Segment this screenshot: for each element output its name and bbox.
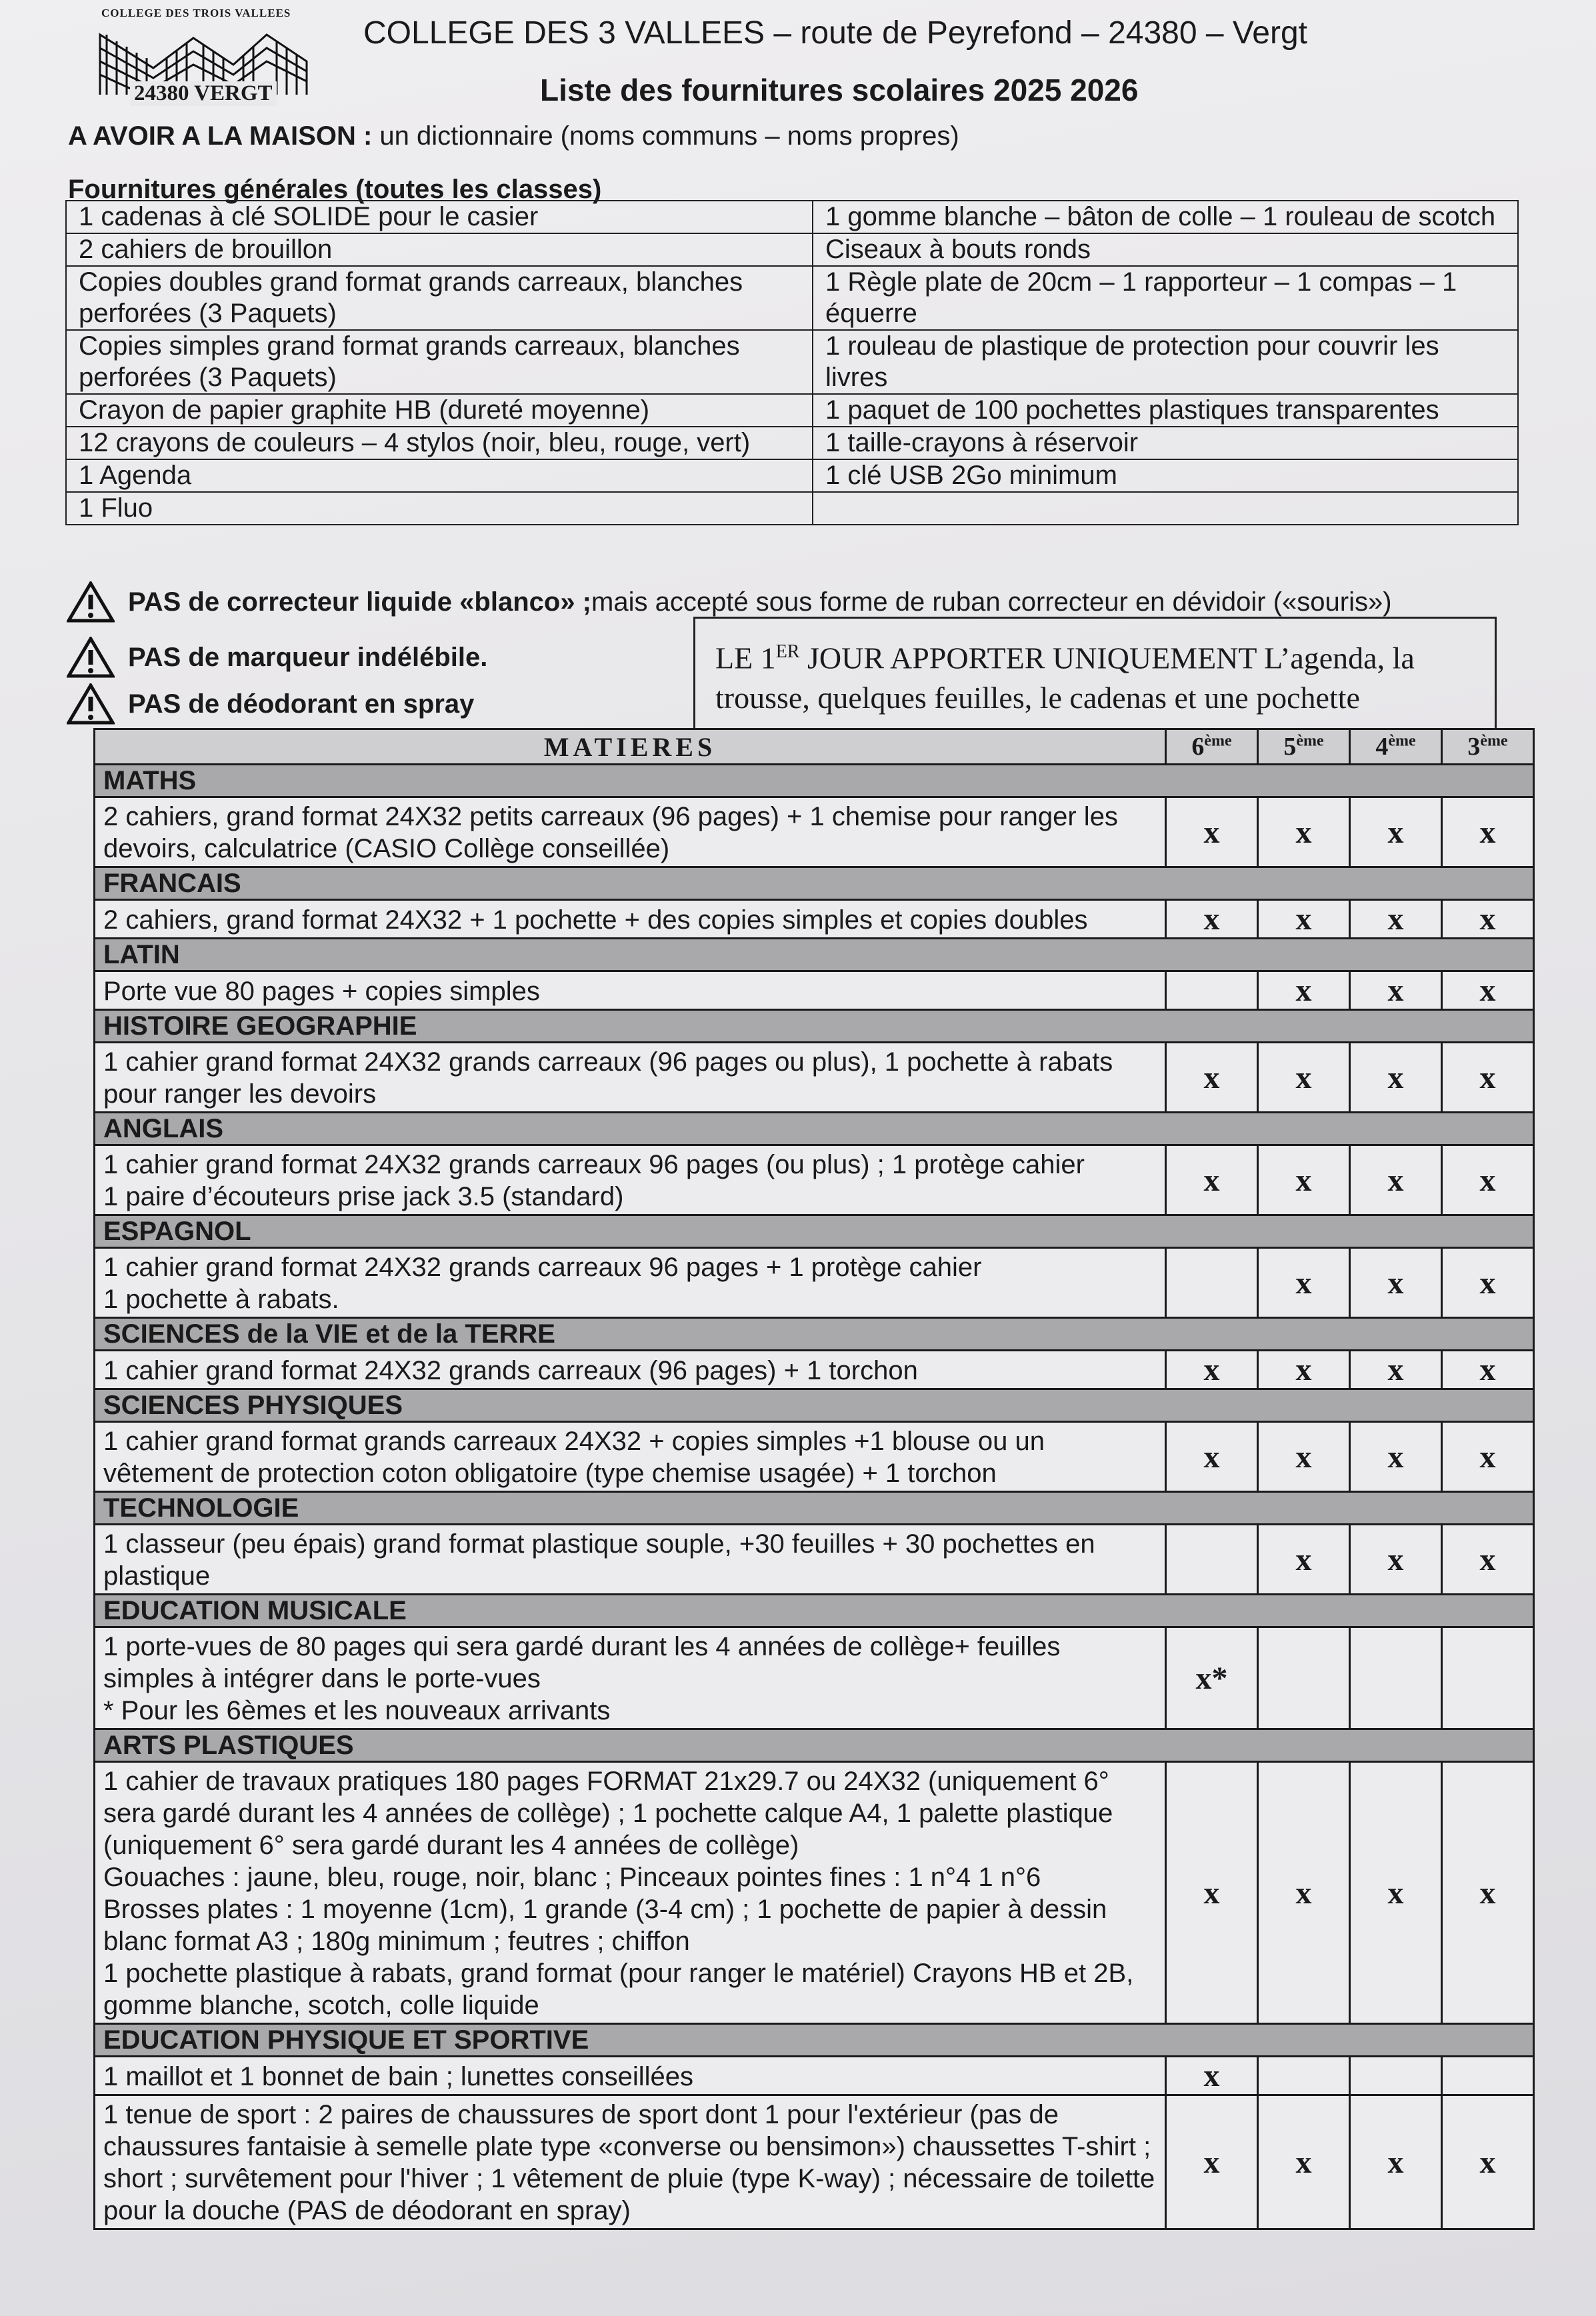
general-supply-right: 1 clé USB 2Go minimum: [813, 459, 1518, 492]
general-supply-left: Copies simples grand format grands carreaux, blanches perforées (3 Paquets): [66, 330, 813, 394]
subject-name: MATHS: [95, 765, 1534, 797]
subject-items-text: 2 cahiers, grand format 24X32 petits carreaux (96 pages) + 1 chemise pour ranger les devoirs, calculatrice (CASIO Collège conseillée): [95, 797, 1166, 867]
logo-bottom-text: 24380 VERGT: [130, 81, 277, 106]
subject-heading-row: [95, 765, 1534, 797]
subject-items-text: Porte vue 80 pages + copies simples: [95, 971, 1166, 1010]
grade-mark-cell: x: [1350, 1145, 1442, 1215]
subject-items-row: [95, 1627, 1534, 1729]
subject-items-row: [95, 971, 1534, 1010]
grade-mark-cell: x: [1258, 1351, 1350, 1389]
subjects-header-row: [95, 729, 1534, 765]
general-supplies-caption: Fournitures générales (toutes les classes): [68, 175, 602, 204]
subject-name: TECHNOLOGIE: [95, 1492, 1534, 1525]
general-supply-left: 1 cadenas à clé SOLIDE pour le casier: [66, 201, 813, 233]
subject-items-text: 1 cahier grand format grands carreaux 24X32 + copies simples +1 blouse ou un vêtement de protection coton obligatoire (type chemise usagée) + 1 torchon: [95, 1422, 1166, 1492]
grade-mark-cell: x: [1166, 2057, 1258, 2095]
school-logo: [93, 7, 320, 107]
general-supply-right: 1 taille-crayons à réservoir: [813, 427, 1518, 459]
subject-name: EDUCATION PHYSIQUE ET SPORTIVE: [95, 2024, 1534, 2057]
subject-items-text: 1 cahier grand format 24X32 grands carreaux 96 pages + 1 protège cahier 1 pochette à rabats.: [95, 1248, 1166, 1318]
subject-name: LATIN: [95, 939, 1534, 971]
grade-mark-cell: x: [1442, 2095, 1534, 2229]
subject-items-text: 1 cahier grand format 24X32 grands carreaux (96 pages ou plus), 1 pochette à rabats pour ranger les devoirs: [95, 1043, 1166, 1113]
subject-items-text: 1 cahier grand format 24X32 grands carreaux (96 pages) + 1 torchon: [95, 1351, 1166, 1389]
warning-corrector-text: mais accepté sous forme de ruban correcteur en dévidoir («souris»): [591, 587, 1392, 617]
grade-mark-cell: x: [1442, 1525, 1534, 1595]
warning-marker: [67, 637, 487, 678]
warning-corrector-bold: PAS de correcteur liquide «blanco» ;: [128, 587, 591, 617]
subject-items-row: [95, 1248, 1534, 1318]
warning-triangle-icon: [67, 581, 115, 623]
subject-heading-row: [95, 1595, 1534, 1627]
general-supply-right: [813, 492, 1518, 525]
grade-mark-cell: [1442, 2057, 1534, 2095]
subject-items-text: 1 cahier grand format 24X32 grands carreaux 96 pages (ou plus) ; 1 protège cahier 1 paire d’écouteurs prise jack 3.5 (standard): [95, 1145, 1166, 1215]
grade-mark-cell: [1166, 1525, 1258, 1595]
subject-name: HISTOIRE GEOGRAPHIE: [95, 1010, 1534, 1043]
school-address-line: COLLEGE DES 3 VALLEES – route de Peyrefond – 24380 – Vergt: [363, 15, 1307, 51]
grade-mark-cell: x: [1258, 2095, 1350, 2229]
warning-triangle-icon: [67, 683, 115, 725]
subject-items-row: [95, 900, 1534, 939]
home-text: un dictionnaire (noms communs – noms propres): [372, 121, 959, 151]
first-day-text: JOUR APPORTER UNIQUEMENT L’agenda, la trousse, quelques feuilles, le cadenas et une pochette: [715, 641, 1415, 715]
grade-mark-cell: x*: [1166, 1627, 1258, 1729]
general-supply-left: Crayon de papier graphite HB (dureté moyenne): [66, 394, 813, 427]
warning-deodorant: [67, 683, 474, 725]
subject-items-row: [95, 1351, 1534, 1389]
general-supplies-row: [66, 233, 1518, 266]
subject-items-row: [95, 1762, 1534, 2024]
subject-heading-row: [95, 1492, 1534, 1525]
subject-heading-row: [95, 1318, 1534, 1351]
general-supply-left: 1 Agenda: [66, 459, 813, 492]
home-requirement: [68, 121, 959, 151]
grade-mark-cell: x: [1442, 1043, 1534, 1113]
subject-items-text: 1 porte-vues de 80 pages qui sera gardé durant les 4 années de collège+ feuilles simples à intégrer dans le porte-vues * Pour les 6èmes et les nouveaux arrivants: [95, 1627, 1166, 1729]
general-supply-right: Ciseaux à bouts ronds: [813, 233, 1518, 266]
grade-mark-cell: x: [1166, 1043, 1258, 1113]
general-supplies-row: [66, 266, 1518, 330]
grade-mark-cell: [1166, 971, 1258, 1010]
grade-mark-cell: x: [1258, 1043, 1350, 1113]
grade-mark-cell: x: [1350, 1351, 1442, 1389]
subject-name: ARTS PLASTIQUES: [95, 1729, 1534, 1762]
general-supply-right: 1 Règle plate de 20cm – 1 rapporteur – 1 compas – 1 équerre: [813, 266, 1518, 330]
warning-triangle-icon: [67, 637, 115, 678]
home-label: A AVOIR A LA MAISON :: [68, 121, 373, 151]
general-supply-left: 12 crayons de couleurs – 4 stylos (noir, bleu, rouge, vert): [66, 427, 813, 459]
grade-mark-cell: x: [1166, 1351, 1258, 1389]
general-supply-right: 1 paquet de 100 pochettes plastiques transparentes: [813, 394, 1518, 427]
general-supply-right: 1 rouleau de plastique de protection pour couvrir les livres: [813, 330, 1518, 394]
subject-items-row: [95, 1145, 1534, 1215]
subject-heading-row: [95, 939, 1534, 971]
grade-mark-cell: x: [1350, 900, 1442, 939]
grade-mark-cell: x: [1166, 1145, 1258, 1215]
grade-6-header: 6ème: [1166, 729, 1258, 765]
grade-mark-cell: [1258, 2057, 1350, 2095]
general-supplies-row: [66, 427, 1518, 459]
grade-mark-cell: x: [1258, 797, 1350, 867]
grade-mark-cell: x: [1350, 797, 1442, 867]
general-supply-left: Copies doubles grand format grands carreaux, blanches perforées (3 Paquets): [66, 266, 813, 330]
grade-mark-cell: x: [1166, 900, 1258, 939]
subject-items-row: [95, 797, 1534, 867]
grade-mark-cell: x: [1166, 2095, 1258, 2229]
grade-mark-cell: x: [1258, 1248, 1350, 1318]
subject-name: EDUCATION MUSICALE: [95, 1595, 1534, 1627]
grade-mark-cell: x: [1166, 797, 1258, 867]
subject-name: ESPAGNOL: [95, 1215, 1534, 1248]
grade-mark-cell: x: [1442, 797, 1534, 867]
subject-name: SCIENCES de la VIE et de la TERRE: [95, 1318, 1534, 1351]
general-supplies-row: [66, 492, 1518, 525]
subject-heading-row: [95, 2024, 1534, 2057]
grade-mark-cell: x: [1442, 1145, 1534, 1215]
general-supplies-row: [66, 330, 1518, 394]
grade-mark-cell: x: [1350, 1422, 1442, 1492]
logo-top-text: COLLEGE DES TROIS VALLEES: [101, 7, 291, 19]
subject-heading-row: [95, 1389, 1534, 1422]
subject-items-row: [95, 1422, 1534, 1492]
grade-mark-cell: x: [1442, 900, 1534, 939]
grade-4-header: 4ème: [1350, 729, 1442, 765]
subject-items-row: [95, 2095, 1534, 2229]
grade-mark-cell: [1258, 1627, 1350, 1729]
grade-mark-cell: x: [1442, 1351, 1534, 1389]
general-supplies-row: [66, 459, 1518, 492]
general-supply-right: 1 gomme blanche – bâton de colle – 1 rouleau de scotch: [813, 201, 1518, 233]
grade-mark-cell: x: [1258, 900, 1350, 939]
grade-mark-cell: x: [1350, 1248, 1442, 1318]
subject-items-text: 1 maillot et 1 bonnet de bain ; lunettes conseillées: [95, 2057, 1166, 2095]
subject-items-text: 2 cahiers, grand format 24X32 + 1 pochette + des copies simples et copies doubles: [95, 900, 1166, 939]
grade-mark-cell: [1166, 1248, 1258, 1318]
grade-mark-cell: x: [1350, 2095, 1442, 2229]
grade-mark-cell: x: [1350, 1525, 1442, 1595]
warning-deodorant-text: PAS de déodorant en spray: [128, 689, 475, 719]
grade-mark-cell: x: [1258, 1422, 1350, 1492]
grade-mark-cell: x: [1166, 1422, 1258, 1492]
grade-mark-cell: x: [1442, 971, 1534, 1010]
subject-name: FRANCAIS: [95, 867, 1534, 900]
subject-items-row: [95, 1525, 1534, 1595]
subject-heading-row: [95, 1729, 1534, 1762]
subject-heading-row: [95, 1113, 1534, 1145]
grade-mark-cell: x: [1442, 1248, 1534, 1318]
grade-mark-cell: x: [1166, 1762, 1258, 2024]
grade-5-header: 5ème: [1258, 729, 1350, 765]
warning-marker-text: PAS de marqueur indélébile.: [128, 642, 488, 672]
general-supply-left: 1 Fluo: [66, 492, 813, 525]
grade-mark-cell: [1442, 1627, 1534, 1729]
subject-items-text: 1 classeur (peu épais) grand format plastique souple, +30 feuilles + 30 pochettes en plastique: [95, 1525, 1166, 1595]
subject-name: SCIENCES PHYSIQUES: [95, 1389, 1534, 1422]
first-day-er: ER: [775, 641, 800, 662]
matieres-header: MATIERES: [95, 729, 1166, 765]
general-supplies-row: [66, 201, 1518, 233]
general-supply-left: 2 cahiers de brouillon: [66, 233, 813, 266]
grade-mark-cell: x: [1350, 971, 1442, 1010]
subject-name: ANGLAIS: [95, 1113, 1534, 1145]
grade-mark-cell: x: [1258, 971, 1350, 1010]
subject-items-row: [95, 2057, 1534, 2095]
general-supplies-row: [66, 394, 1518, 427]
subject-heading-row: [95, 867, 1534, 900]
subject-heading-row: [95, 1010, 1534, 1043]
grade-mark-cell: [1350, 2057, 1442, 2095]
subjects-table: [93, 728, 1535, 2230]
general-supplies-table: [65, 200, 1519, 525]
subject-items-text: 1 cahier de travaux pratiques 180 pages FORMAT 21x29.7 ou 24X32 (uniquement 6° sera gardé durant les 4 années de collège) ; 1 pochette calque A4, 1 palette plastique (uniquement 6° sera gardé durant les 4 années de collège) Gouaches : jaune, bleu, rouge, noir, blanc ; Pinceaux pointes fines : 1 n°4 1 n°6 Brosses plates : 1 moyenne (1cm), 1 grande (3-4 cm) ; 1 pochette de papier à dessin blanc format A3 ; 180g minimum ; feutres ; chiffon 1 pochette plastique à rabats, grand format (pour ranger le matériel) Crayons HB et 2B, gomme blanche, scotch, colle liquide: [95, 1762, 1166, 2024]
grade-mark-cell: x: [1258, 1762, 1350, 2024]
subject-items-text: 1 tenue de sport : 2 paires de chaussures de sport dont 1 pour l'extérieur (pas de chaussures fantaisie à semelle plate type «converse ou bensimon») chaussettes T-shirt ; short ; survêtement pour l'hiver ; 1 vêtement de pluie (type K-way) ; nécessaire de toilette pour la douche (PAS de déodorant en spray): [95, 2095, 1166, 2229]
grade-mark-cell: x: [1350, 1762, 1442, 2024]
grade-mark-cell: x: [1258, 1145, 1350, 1215]
subject-heading-row: [95, 1215, 1534, 1248]
grade-mark-cell: x: [1442, 1762, 1534, 2024]
grade-mark-cell: x: [1442, 1422, 1534, 1492]
grade-mark-cell: x: [1350, 1043, 1442, 1113]
grade-mark-cell: [1350, 1627, 1442, 1729]
list-title: Liste des fournitures scolaires 2025 2026: [540, 73, 1139, 107]
grade-3-header: 3ème: [1442, 729, 1534, 765]
grade-mark-cell: x: [1258, 1525, 1350, 1595]
first-day-le: LE 1: [715, 641, 776, 675]
first-day-box: [693, 617, 1497, 731]
subject-items-row: [95, 1043, 1534, 1113]
